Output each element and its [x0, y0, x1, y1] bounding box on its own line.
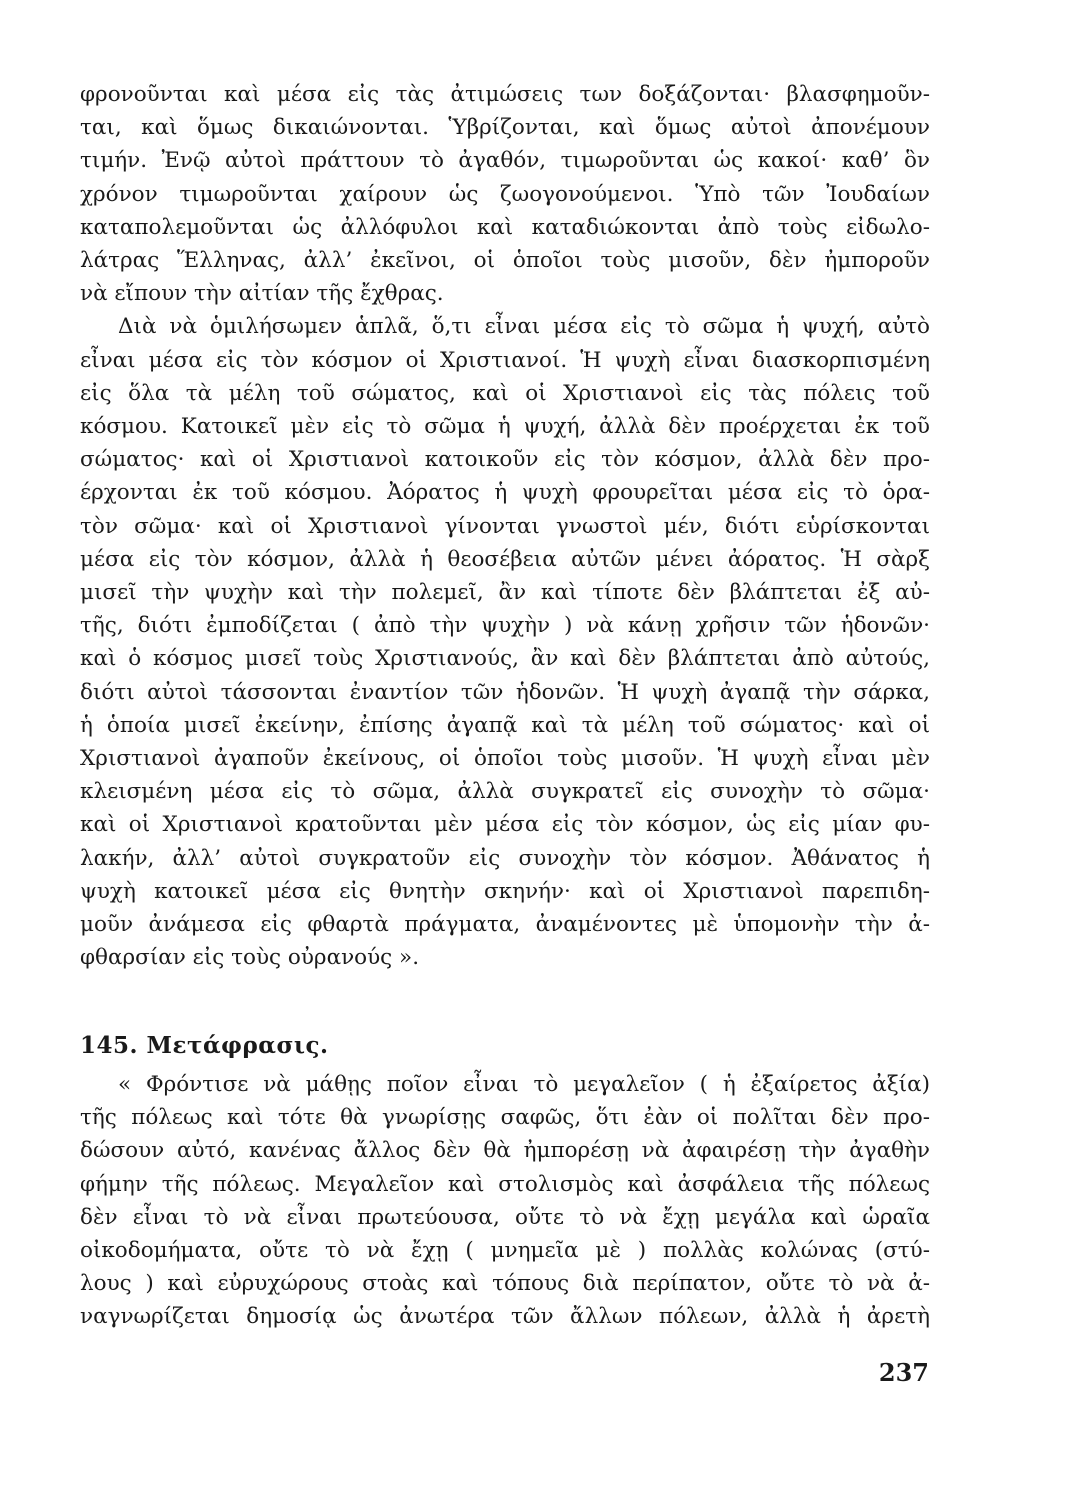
text-line: δὲν εἶναι τὸ νὰ εἶναι πρωτεύουσα, οὔτε τὸ νὰ ἔχῃ μεγάλα καὶ ὡραῖα: [80, 1204, 930, 1230]
text-line: λους ) καὶ εὐρυχώρους στοὰς καὶ τόπους διὰ περίπατον, οὔτε τὸ νὰ ἀ-: [80, 1271, 930, 1297]
text-line: φρονοῦνται καὶ μέσα εἰς τὰς ἀτιμώσεις των δοξάζονται· βλασφημοῦν-: [80, 82, 930, 107]
text-line: μισεῖ τὴν ψυχὴν καὶ τὴν πολεμεῖ, ἂν καὶ τίποτε δὲν βλάπτεται ἐξ αὐ-: [80, 580, 930, 606]
text-line: ψυχὴ κατοικεῖ μέσα εἰς θνητὴν σκηνήν· καὶ οἱ Χριστιανοὶ παρεπιδη-: [80, 878, 930, 904]
text-line: καὶ ὁ κόσμος μισεῖ τοὺς Χριστιανούς, ἂν καὶ δὲν βλάπτεται ἀπὸ αὐτούς,: [80, 646, 930, 672]
text-line: εἰς ὅλα τὰ μέλη τοῦ σώματος, καὶ οἱ Χριστιανοὶ εἰς τὰς πόλεις τοῦ: [80, 380, 930, 406]
text-line: καταπολεμοῦνται ὡς ἀλλόφυλοι καὶ καταδιώκονται ἀπὸ τοὺς εἰδωλο-: [80, 214, 930, 240]
text-line: έρχονται ἐκ τοῦ κόσμου. Ἀόρατος ἡ ψυχὴ φρουρεῖται μέσα εἰς τὸ ὁρα-: [80, 480, 930, 506]
text-line: φήμην τῆς πόλεως. Μεγαλεῖον καὶ στολισμὸς καὶ ἀσφάλεια τῆς πόλεως: [80, 1171, 930, 1197]
text-line: ται, καὶ ὅμως δικαιώνονται. Ὑβρίζονται, καὶ ὅμως αὐτοὶ ἀπονέμουν: [80, 115, 930, 141]
text-line: κόσμου. Κατοικεῖ μὲν εἰς τὸ σῶμα ἡ ψυχή, ἀλλὰ δὲν προέρχεται ἐκ τοῦ: [80, 414, 930, 440]
text-line: μέσα εἰς τὸν κόσμον, ἀλλὰ ἡ θεοσέβεια αὐτῶν μένει ἀόρατος. Ἡ σὰρξ: [80, 546, 930, 572]
text-line: τῆς πόλεως καὶ τότε θὰ γνωρίσῃς σαφῶς, ὅτι ἐὰν οἱ πολῖται δὲν προ-: [80, 1105, 930, 1131]
page-number: 237: [878, 1358, 929, 1387]
text-line: καὶ οἱ Χριστιανοὶ κρατοῦνται μὲν μέσα εἰς τὸν κόσμον, ὡς εἰς μίαν φυ-: [80, 812, 930, 838]
text-line: οἰκοδομήματα, οὔτε τὸ νὰ ἔχῃ ( μνημεῖα μὲ ) πολλὰς κολώνας (στύ-: [80, 1238, 930, 1264]
text-line: τῆς, διότι ἐμποδίζεται ( ἀπὸ τὴν ψυχὴν ) νὰ κάνῃ χρῆσιν τῶν ἡδονῶν·: [80, 613, 930, 639]
text-line: χρόνον τιμωροῦνται χαίρουν ὡς ζωογονούμενοι. Ὑπὸ τῶν Ἰουδαίων: [80, 181, 930, 207]
section-heading: 145. Μετάφρασις.: [80, 1032, 329, 1059]
text-line: λακήν, ἀλλ’ αὐτοὶ συγκρατοῦν εἰς συνοχὴν τὸν κόσμον. Ἀθάνατος ἡ: [80, 845, 930, 871]
text-line: νὰ εἴπουν τὴν αἰτίαν τῆς ἔχθρας.: [80, 281, 444, 307]
text-line: Χριστιανοὶ ἀγαποῦν ἐκείνους, οἱ ὁποῖοι τοὺς μισοῦν. Ἡ ψυχὴ εἶναι μὲν: [80, 746, 930, 772]
text-line: ναγνωρίζεται δημοσίᾳ ὡς ἀνωτέρα τῶν ἄλλων πόλεων, ἀλλὰ ἡ ἀρετὴ: [80, 1304, 930, 1330]
text-line: τὸν σῶμα· καὶ οἱ Χριστιανοὶ γίνονται γνωστοὶ μέν, διότι εὑρίσκονται: [80, 513, 930, 539]
body-text-section-1: [80, 78, 930, 974]
text-line: Διὰ νὰ ὁμιλήσωμεν ἁπλᾶ, ὅ,τι εἶναι μέσα εἰς τὸ σῶμα ἡ ψυχή, αὐτὸ: [118, 314, 930, 340]
text-line: σώματος· καὶ οἱ Χριστιανοὶ κατοικοῦν εἰς τὸν κόσμον, ἀλλὰ δὲν προ-: [80, 447, 930, 473]
text-line: κλεισμένη μέσα εἰς τὸ σῶμα, ἀλλὰ συγκρατεῖ εἰς συνοχὴν τὸ σῶμα·: [80, 779, 930, 805]
text-line: τιμήν. Ἐνῷ αὐτοὶ πράττουν τὸ ἀγαθόν, τιμωροῦνται ὡς κακοί· καθ’ ὃν: [80, 148, 930, 174]
text-line: εἶναι μέσα εἰς τὸν κόσμον οἱ Χριστιανοί. Ἡ ψυχὴ εἶναι διασκορπισμένη: [80, 347, 930, 373]
body-text-section-2: [80, 1068, 930, 1334]
text-line: μοῦν ἀνάμεσα εἰς φθαρτὰ πράγματα, ἀναμένοντες μὲ ὑπομονὴν τὴν ἀ-: [80, 912, 930, 938]
text-line: φθαρσίαν εἰς τοὺς οὐρανούς ».: [80, 945, 420, 971]
text-line: λάτρας Ἕλληνας, ἀλλ’ ἐκεῖνοι, οἱ ὁποῖοι τοὺς μισοῦν, δὲν ἠμποροῦν: [80, 248, 930, 274]
text-line: δώσουν αὐτό, κανένας ἄλλος δὲν θὰ ἠμπορέσῃ νὰ ἀφαιρέσῃ τὴν ἀγαθὴν: [80, 1138, 930, 1164]
text-line: « Φρόντισε νὰ μάθῃς ποῖον εἶναι τὸ μεγαλεῖον ( ἡ ἐξαίρετος ἀξία): [118, 1072, 930, 1097]
text-line: ἡ ὁποία μισεῖ ἐκείνην, ἐπίσης ἀγαπᾷ καὶ τὰ μέλη τοῦ σώματος· καὶ οἱ: [80, 712, 930, 738]
text-line: διότι αὐτοὶ τάσσονται ἐναντίον τῶν ἡδονῶν. Ἡ ψυχὴ ἀγαπᾷ τὴν σάρκα,: [80, 679, 930, 705]
